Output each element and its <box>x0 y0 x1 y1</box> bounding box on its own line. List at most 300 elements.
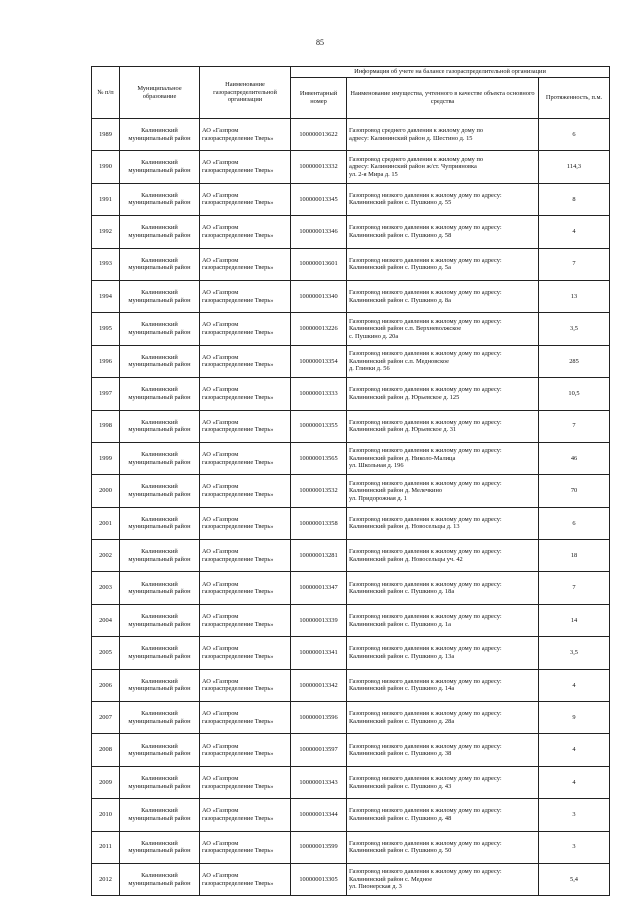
table-row <box>92 378 610 410</box>
organization-line: АО «Газпром <box>202 321 239 329</box>
municipality-cell <box>120 507 200 539</box>
header-length: Протяженность, п.м. <box>539 78 610 119</box>
organization-line: газораспределение Тверь» <box>202 814 274 822</box>
inventory-number: 100000013565 <box>291 442 347 474</box>
organization-cell <box>200 766 291 798</box>
inventory-number: 100000013532 <box>291 475 347 507</box>
description-line: Газопровод низкого давления к жилому дому по адресу: <box>349 548 502 556</box>
row-number: 1991 <box>92 183 120 215</box>
pipeline-length: 3,5 <box>539 313 610 345</box>
organization-line: АО «Газпром <box>202 224 239 232</box>
organization-cell <box>200 442 291 474</box>
organization-cell <box>200 507 291 539</box>
organization-line: газораспределение Тверь» <box>202 685 274 693</box>
municipality-cell <box>120 572 200 604</box>
organization-line: газораспределение Тверь» <box>202 393 274 401</box>
organization-cell <box>200 216 291 248</box>
pipeline-length: 4 <box>539 216 610 248</box>
organization-line: АО «Газпром <box>202 774 239 782</box>
table-row <box>92 151 610 183</box>
municipality-cell <box>120 119 200 151</box>
row-number: 2005 <box>92 637 120 669</box>
organization-line: АО «Газпром <box>202 515 239 523</box>
inventory-number: 100000013601 <box>291 248 347 280</box>
description-line: Калининский район с. Пушкино д. 28а <box>349 717 455 725</box>
municipality-line: Калининский <box>141 677 178 685</box>
description-line: Газопровод низкого давления к жилому дому по адресу: <box>349 350 502 358</box>
organization-line: АО «Газпром <box>202 839 239 847</box>
organization-line: газораспределение Тверь» <box>202 717 274 725</box>
municipality-line: Калининский <box>141 127 178 135</box>
municipality-line: муниципальный район <box>128 361 191 369</box>
municipality-line: муниципальный район <box>128 523 191 531</box>
pipeline-length: 4 <box>539 669 610 701</box>
organization-cell <box>200 119 291 151</box>
row-number: 1996 <box>92 345 120 377</box>
pipeline-length: 3 <box>539 831 610 863</box>
pipeline-length: 7 <box>539 410 610 442</box>
organization-cell <box>200 378 291 410</box>
organization-line: АО «Газпром <box>202 289 239 297</box>
municipality-line: муниципальный район <box>128 685 191 693</box>
municipality-line: Калининский <box>141 548 178 556</box>
pipeline-length: 285 <box>539 345 610 377</box>
description-line: Газопровод низкого давления к жилому дому по адресу: <box>349 289 502 297</box>
pipeline-length: 6 <box>539 119 610 151</box>
organization-cell <box>200 637 291 669</box>
organization-line: АО «Газпром <box>202 580 239 588</box>
property-description <box>347 572 539 604</box>
description-line: Калининский район с. Пушкино д. 13а <box>349 652 455 660</box>
inventory-number: 100000013341 <box>291 637 347 669</box>
pipeline-length: 3,5 <box>539 637 610 669</box>
row-number: 2007 <box>92 702 120 734</box>
header-info-group: Информация об учете на балансе газораспределительной организации <box>291 67 610 78</box>
pipeline-length: 13 <box>539 280 610 312</box>
description-line: Газопровод низкого давления к жилому дому по адресу: <box>349 645 502 653</box>
organization-line: газораспределение Тверь» <box>202 750 274 758</box>
inventory-number: 100000013281 <box>291 540 347 572</box>
gas-pipeline-register-table <box>91 66 610 896</box>
inventory-number: 100000013346 <box>291 216 347 248</box>
municipality-line: муниципальный район <box>128 717 191 725</box>
row-number: 1994 <box>92 280 120 312</box>
organization-line: газораспределение Тверь» <box>202 782 274 790</box>
organization-line: АО «Газпром <box>202 710 239 718</box>
description-line: ул. Пионерская д. 3 <box>349 883 402 891</box>
inventory-number: 100000013344 <box>291 799 347 831</box>
table-row <box>92 119 610 151</box>
municipality-cell <box>120 183 200 215</box>
header-num: № п/п <box>92 67 120 119</box>
property-description <box>347 313 539 345</box>
property-description <box>347 766 539 798</box>
municipality-line: Калининский <box>141 159 178 167</box>
table-row <box>92 799 610 831</box>
property-description <box>347 540 539 572</box>
table-row <box>92 734 610 766</box>
municipality-cell <box>120 475 200 507</box>
description-line: Газопровод низкого давления к жилому дому по адресу: <box>349 256 502 264</box>
table-row <box>92 702 610 734</box>
pipeline-length: 114,3 <box>539 151 610 183</box>
municipality-cell <box>120 442 200 474</box>
pipeline-length: 46 <box>539 442 610 474</box>
municipality-cell <box>120 604 200 636</box>
organization-line: газораспределение Тверь» <box>202 458 274 466</box>
inventory-number: 100000013596 <box>291 702 347 734</box>
row-number: 2000 <box>92 475 120 507</box>
organization-cell <box>200 313 291 345</box>
row-number: 2004 <box>92 604 120 636</box>
description-line: Газопровод низкого давления к жилому дому по адресу: <box>349 224 502 232</box>
description-line: Калининский район с. Пушкино д. 50 <box>349 847 452 855</box>
table-row <box>92 604 610 636</box>
table-row <box>92 637 610 669</box>
organization-line: АО «Газпром <box>202 483 239 491</box>
description-line: Калининский район с. Пушкино д. 43 <box>349 782 452 790</box>
municipality-line: Калининский <box>141 839 178 847</box>
property-description <box>347 119 539 151</box>
table-row <box>92 475 610 507</box>
pipeline-length: 9 <box>539 702 610 734</box>
organization-cell <box>200 572 291 604</box>
description-line: Калининский район с. Пушкино д. 38 <box>349 750 452 758</box>
municipality-cell <box>120 734 200 766</box>
municipality-cell <box>120 540 200 572</box>
description-line: Калининский район с. Пушкино д. 18а <box>349 588 455 596</box>
organization-line: АО «Газпром <box>202 742 239 750</box>
description-line: Калининский район с. Пушкино д. 55 <box>349 199 452 207</box>
description-line: Калининский район д. Юрьевское д. 31 <box>349 426 457 434</box>
pipeline-length: 18 <box>539 540 610 572</box>
organization-cell <box>200 831 291 863</box>
property-description <box>347 702 539 734</box>
description-line: Калининский район с. Пушкино д. 58 <box>349 231 452 239</box>
municipality-cell <box>120 669 200 701</box>
municipality-line: муниципальный район <box>128 750 191 758</box>
municipality-line: муниципальный район <box>128 329 191 337</box>
municipality-line: муниципальный район <box>128 264 191 272</box>
property-description <box>347 183 539 215</box>
property-description <box>347 410 539 442</box>
municipality-line: муниципальный район <box>128 231 191 239</box>
description-line: Калининский район с. Пушкино д. 1а <box>349 620 451 628</box>
row-number: 2008 <box>92 734 120 766</box>
description-line: с. Пушкино д. 20а <box>349 332 399 340</box>
organization-line: газораспределение Тверь» <box>202 847 274 855</box>
header-organization: Наименование газораспределительной организации <box>200 67 291 119</box>
property-description <box>347 280 539 312</box>
row-number: 1998 <box>92 410 120 442</box>
property-description <box>347 831 539 863</box>
organization-cell <box>200 151 291 183</box>
property-description <box>347 151 539 183</box>
row-number: 1999 <box>92 442 120 474</box>
description-line: Газопровод низкого давления к жилому дому по адресу: <box>349 418 502 426</box>
row-number: 1990 <box>92 151 120 183</box>
description-line: Газопровод низкого давления к жилому дому по адресу: <box>349 447 502 455</box>
municipality-line: Калининский <box>141 451 178 458</box>
row-number: 2012 <box>92 863 120 895</box>
description-line: Газопровод низкого давления к жилому дому по адресу: <box>349 677 502 685</box>
header-inventory: Инвентарный номер <box>291 78 347 119</box>
municipality-line: Калининский <box>141 774 178 782</box>
table-row <box>92 507 610 539</box>
description-line: Газопровод низкого давления к жилому дому по адресу: <box>349 774 502 782</box>
organization-line: АО «Газпром <box>202 807 239 815</box>
row-number: 2003 <box>92 572 120 604</box>
organization-line: АО «Газпром <box>202 127 239 135</box>
table-header <box>92 67 610 119</box>
table-row <box>92 572 610 604</box>
organization-cell <box>200 280 291 312</box>
organization-line: АО «Газпром <box>202 386 239 394</box>
table-row <box>92 216 610 248</box>
inventory-number: 100000013355 <box>291 410 347 442</box>
municipality-line: Калининский <box>141 321 178 329</box>
row-number: 1993 <box>92 248 120 280</box>
description-line: Газопровод низкого давления к жилому дому по адресу: <box>349 580 502 588</box>
pipeline-length: 4 <box>539 734 610 766</box>
description-line: Газопровод низкого давления к жилому дому по адресу: <box>349 742 502 750</box>
table-row <box>92 280 610 312</box>
pipeline-length: 4 <box>539 766 610 798</box>
municipality-line: муниципальный район <box>128 458 191 466</box>
municipality-cell <box>120 702 200 734</box>
description-line: Калининский район с. Медное <box>349 875 433 883</box>
municipality-cell <box>120 831 200 863</box>
description-line: Калининский район д. Мелечкино <box>349 487 443 495</box>
description-line: д. Глинки д. 56 <box>349 365 390 373</box>
organization-cell <box>200 540 291 572</box>
description-line: Калининский район с.п. Медновское <box>349 357 449 365</box>
organization-line: АО «Газпром <box>202 612 239 620</box>
table-row <box>92 669 610 701</box>
organization-cell <box>200 734 291 766</box>
municipality-line: муниципальный район <box>128 134 191 142</box>
row-number: 1992 <box>92 216 120 248</box>
inventory-number: 100000013333 <box>291 378 347 410</box>
property-description <box>347 799 539 831</box>
pipeline-length: 8 <box>539 183 610 215</box>
municipality-line: муниципальный район <box>128 847 191 855</box>
municipality-cell <box>120 313 200 345</box>
inventory-number: 100000013599 <box>291 831 347 863</box>
municipality-line: Калининский <box>141 191 178 199</box>
municipality-line: Калининский <box>141 386 178 394</box>
organization-line: АО «Газпром <box>202 418 239 426</box>
inventory-number: 100000013358 <box>291 507 347 539</box>
organization-cell <box>200 345 291 377</box>
inventory-number: 100000013622 <box>291 119 347 151</box>
municipality-line: Калининский <box>141 289 178 297</box>
pipeline-length: 5,4 <box>539 863 610 895</box>
municipality-cell <box>120 248 200 280</box>
description-line: Газопровод среднего давления к жилому дому по <box>349 127 484 135</box>
organization-cell <box>200 799 291 831</box>
property-description <box>347 669 539 701</box>
table-row <box>92 540 610 572</box>
description-line: адресу: Калининский район ж/ст. Чуприяновка <box>349 163 477 171</box>
pipeline-length: 70 <box>539 475 610 507</box>
municipality-line: Калининский <box>141 580 178 588</box>
description-line: Газопровод низкого давления к жилому дому по адресу: <box>349 386 502 394</box>
organization-line: газораспределение Тверь» <box>202 134 274 142</box>
municipality-cell <box>120 863 200 895</box>
municipality-line: Калининский <box>141 224 178 232</box>
organization-line: газораспределение Тверь» <box>202 264 274 272</box>
description-line: ул. 2-я Мира д. 15 <box>349 170 398 178</box>
organization-line: газораспределение Тверь» <box>202 296 274 304</box>
organization-line: газораспределение Тверь» <box>202 555 274 563</box>
property-description <box>347 248 539 280</box>
table-row <box>92 831 610 863</box>
municipality-line: Калининский <box>141 353 178 361</box>
municipality-line: Калининский <box>141 645 178 653</box>
organization-line: АО «Газпром <box>202 159 239 167</box>
organization-cell <box>200 248 291 280</box>
municipality-cell <box>120 280 200 312</box>
municipality-line: Калининский <box>141 483 178 491</box>
organization-line: газораспределение Тверь» <box>202 361 274 369</box>
header-municipality: Муниципальное образование <box>120 67 200 119</box>
property-description <box>347 442 539 474</box>
organization-line: газораспределение Тверь» <box>202 652 274 660</box>
organization-line: АО «Газпром <box>202 353 239 361</box>
property-description <box>347 216 539 248</box>
pipeline-length: 7 <box>539 572 610 604</box>
municipality-line: Калининский <box>141 256 178 264</box>
municipality-line: муниципальный район <box>128 620 191 628</box>
property-description <box>347 637 539 669</box>
row-number: 1997 <box>92 378 120 410</box>
inventory-number: 100000013347 <box>291 572 347 604</box>
description-line: Газопровод низкого давления к жилому дому по адресу: <box>349 868 502 876</box>
table-row <box>92 345 610 377</box>
row-number: 2010 <box>92 799 120 831</box>
table-row <box>92 442 610 474</box>
municipality-cell <box>120 799 200 831</box>
organization-cell <box>200 410 291 442</box>
pipeline-length: 10,5 <box>539 378 610 410</box>
description-line: Газопровод низкого давления к жилому дому по адресу: <box>349 479 502 487</box>
inventory-number: 100000013354 <box>291 345 347 377</box>
municipality-line: муниципальный район <box>128 652 191 660</box>
organization-line: газораспределение Тверь» <box>202 879 274 887</box>
description-line: адресу: Калининский район д. Шестино д. 15 <box>349 134 473 142</box>
organization-line: газораспределение Тверь» <box>202 620 274 628</box>
municipality-line: муниципальный район <box>128 814 191 822</box>
row-number: 2006 <box>92 669 120 701</box>
organization-line: АО «Газпром <box>202 645 239 653</box>
municipality-cell <box>120 151 200 183</box>
inventory-number: 100000013340 <box>291 280 347 312</box>
description-line: Калининский район д. Новосельцы д. 13 <box>349 523 460 531</box>
description-line: Газопровод низкого давления к жилому дому по адресу: <box>349 515 502 523</box>
municipality-line: Калининский <box>141 612 178 620</box>
property-description <box>347 604 539 636</box>
municipality-line: муниципальный район <box>128 588 191 596</box>
description-line: Газопровод низкого давления к жилому дому по адресу: <box>349 839 502 847</box>
description-line: Калининский район с.п. Верхневолжское <box>349 325 462 333</box>
page-number: 85 <box>316 38 324 47</box>
property-description <box>347 378 539 410</box>
municipality-line: Калининский <box>141 742 178 750</box>
municipality-line: муниципальный район <box>128 167 191 175</box>
municipality-cell <box>120 216 200 248</box>
property-description <box>347 863 539 895</box>
description-line: Газопровод низкого давления к жилому дому по адресу: <box>349 710 502 718</box>
municipality-line: Калининский <box>141 807 178 815</box>
organization-cell <box>200 183 291 215</box>
organization-line: АО «Газпром <box>202 191 239 199</box>
organization-line: АО «Газпром <box>202 256 239 264</box>
inventory-number: 100000013305 <box>291 863 347 895</box>
municipality-line: муниципальный район <box>128 555 191 563</box>
description-line: Газопровод низкого давления к жилому дому по адресу: <box>349 612 502 620</box>
organization-cell <box>200 669 291 701</box>
inventory-number: 100000013226 <box>291 313 347 345</box>
municipality-line: муниципальный район <box>128 490 191 498</box>
table-row <box>92 410 610 442</box>
description-line: Газопровод среднего давления к жилому дому по <box>349 155 484 163</box>
municipality-line: Калининский <box>141 872 178 880</box>
municipality-cell <box>120 637 200 669</box>
organization-line: АО «Газпром <box>202 548 239 556</box>
description-line: Калининский район с. Пушкино д. 48 <box>349 814 452 822</box>
inventory-number: 100000013597 <box>291 734 347 766</box>
description-line: ул. Школьная д. 196 <box>349 462 404 470</box>
inventory-number: 100000013345 <box>291 183 347 215</box>
organization-line: газораспределение Тверь» <box>202 167 274 175</box>
property-description <box>347 345 539 377</box>
description-line: Калининский район с. Пушкино д. 8а <box>349 296 451 304</box>
organization-cell <box>200 702 291 734</box>
municipality-line: муниципальный район <box>128 782 191 790</box>
municipality-line: Калининский <box>141 515 178 523</box>
row-number: 1995 <box>92 313 120 345</box>
organization-line: АО «Газпром <box>202 677 239 685</box>
organization-line: газораспределение Тверь» <box>202 588 274 596</box>
municipality-line: муниципальный район <box>128 296 191 304</box>
description-line: ул. Придорожная д. 1 <box>349 494 408 502</box>
municipality-cell <box>120 345 200 377</box>
municipality-cell <box>120 410 200 442</box>
description-line: Калининский район д. Новосельцы уч. 42 <box>349 555 463 563</box>
inventory-number: 100000013342 <box>291 669 347 701</box>
organization-line: газораспределение Тверь» <box>202 231 274 239</box>
table-row <box>92 183 610 215</box>
municipality-line: муниципальный район <box>128 426 191 434</box>
table-row <box>92 863 610 895</box>
description-line: Калининский район д. Юрьевское д. 125 <box>349 393 460 401</box>
municipality-line: Калининский <box>141 710 178 718</box>
pipeline-length: 3 <box>539 799 610 831</box>
organization-line: газораспределение Тверь» <box>202 523 274 531</box>
description-line: Калининский район с. Пушкино д. 5а <box>349 264 451 272</box>
header-property: Наименование имущества, учтенного в качестве объекта основного средства <box>347 78 539 119</box>
pipeline-length: 6 <box>539 507 610 539</box>
organization-line: газораспределение Тверь» <box>202 426 274 434</box>
row-number: 2011 <box>92 831 120 863</box>
organization-cell <box>200 475 291 507</box>
inventory-number: 100000013343 <box>291 766 347 798</box>
description-line: Газопровод низкого давления к жилому дому по адресу: <box>349 807 502 815</box>
description-line: Газопровод низкого давления к жилому дому по адресу: <box>349 317 502 325</box>
property-description <box>347 475 539 507</box>
organization-line: АО «Газпром <box>202 872 239 880</box>
